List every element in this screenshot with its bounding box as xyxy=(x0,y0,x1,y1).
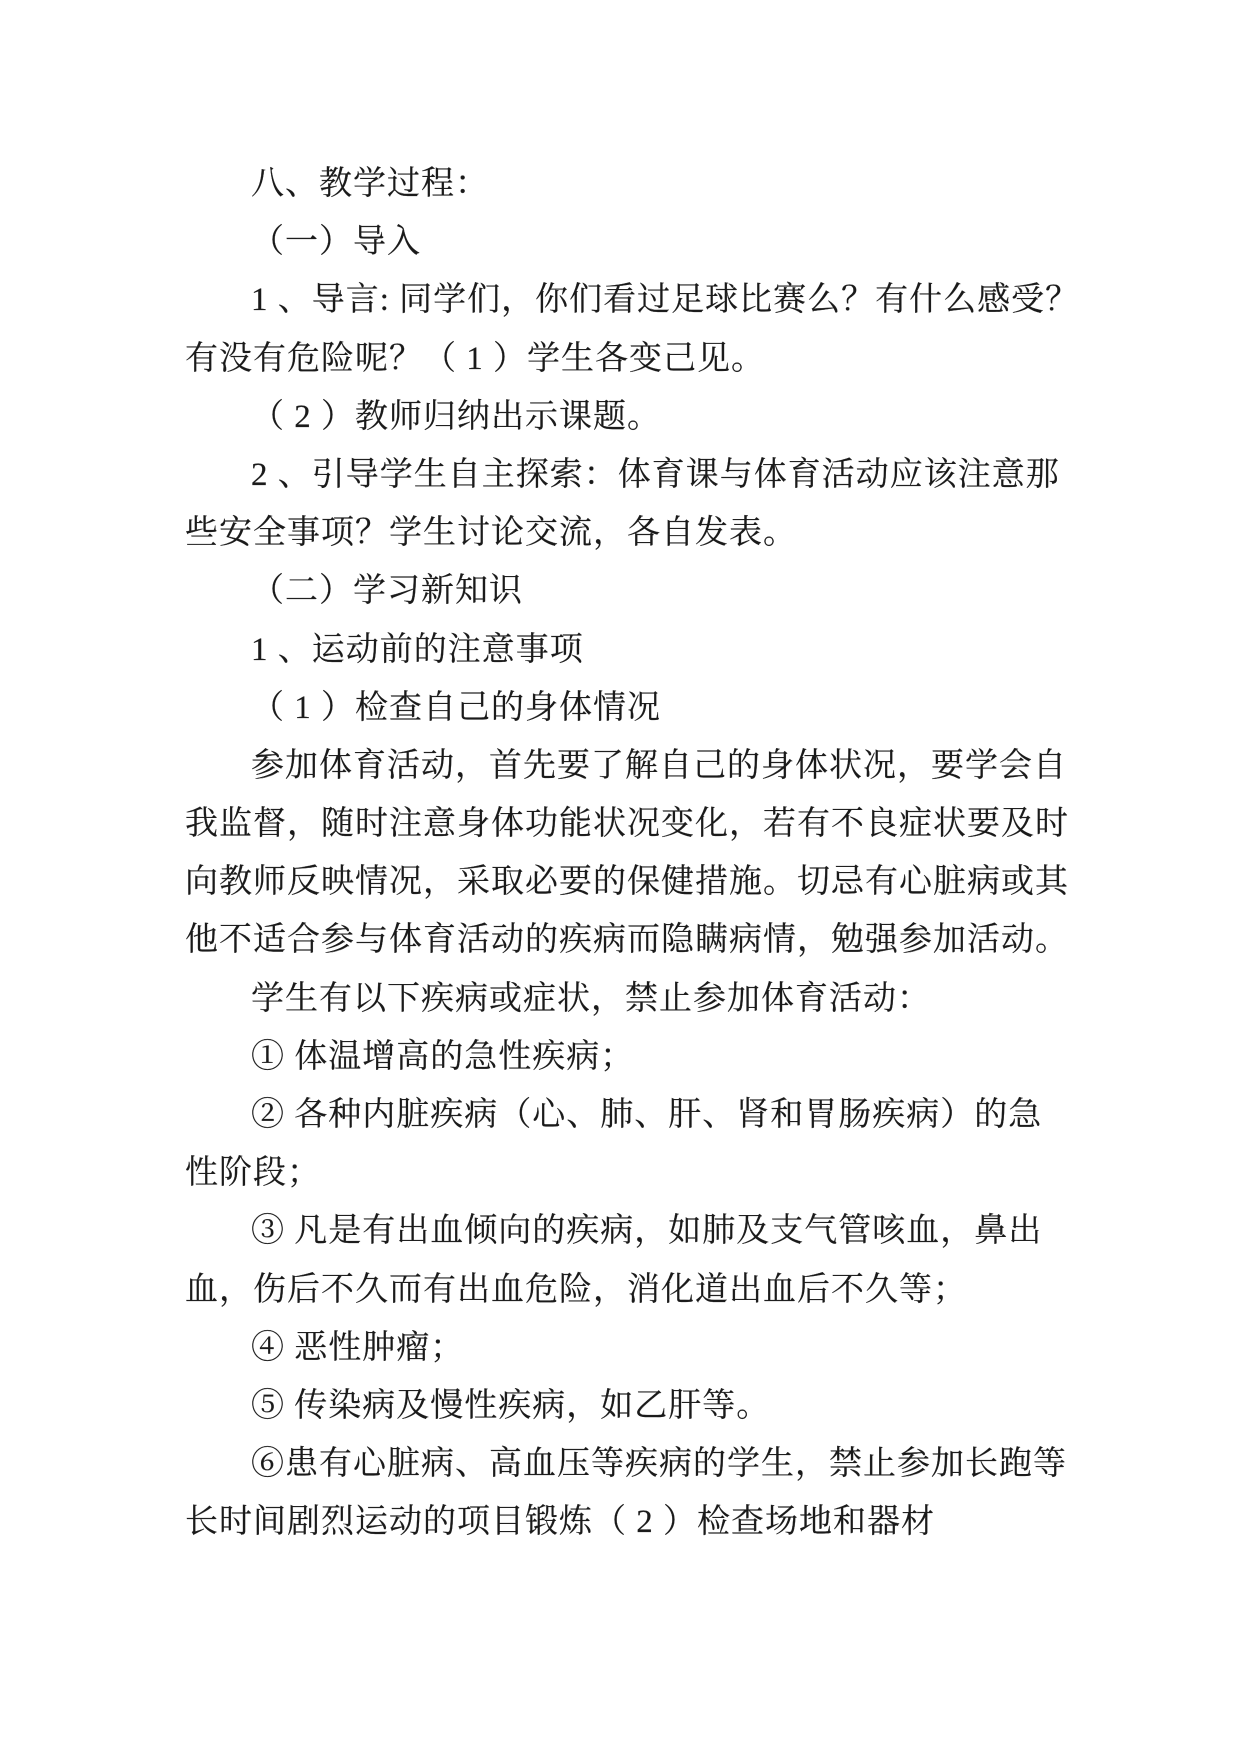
text-line-12: 我监督，随时注意身体功能状况变化，若有不良症状要及时 xyxy=(185,806,1069,843)
text-line-11: 参加体育活动，首先要了解自己的身体状况，要学会自 xyxy=(251,747,1067,784)
text-line-18: 性阶段； xyxy=(185,1155,321,1192)
text-line-7: 些安全事项？学生讨论交流，各自发表。 xyxy=(185,515,797,552)
text-line-13: 向教师反映情况，采取必要的保健措施。切忌有心脏病或其 xyxy=(185,864,1069,901)
text-line-23: ⑥患有心脏病、高血压等疾病的学生，禁止参加长跑等 xyxy=(251,1446,1067,1483)
text-line-17: ② 各种内脏疾病（心、肺、肝、肾和胃肠疾病）的急 xyxy=(251,1097,1043,1133)
text-line-22: ⑤ 传染病及慢性疾病，如乙肝等。 xyxy=(251,1387,771,1424)
text-line-21: ④ 恶性肿瘤； xyxy=(251,1329,465,1366)
text-line-6: 2 、引导学生自主探索：体育课与体育活动应该注意那 xyxy=(251,456,1060,493)
text-line-5: （ 2 ）教师归纳出示课题。 xyxy=(251,398,661,435)
text-line-16: ① 体温增高的急性疾病； xyxy=(251,1038,635,1075)
text-line-3: 1 、导言: 同学们，你们看过足球比赛么？有什么感受？ xyxy=(251,282,1080,319)
text-line-20: 血，伤后不久而有出血危险，消化道出血后不久等； xyxy=(185,1271,967,1308)
text-line-4: 有没有危险呢？（ 1 ）学生各变己见。 xyxy=(185,340,765,377)
text-line-1: 八、教学过程： xyxy=(251,166,489,202)
text-line-8: （二）学习新知识 xyxy=(251,573,523,610)
text-line-24: 长时间剧烈运动的项目锻炼（ 2 ）检查场地和器材 xyxy=(185,1504,935,1541)
text-line-19: ③ 凡是有出血倾向的疾病，如肺及支气管咳血，鼻出 xyxy=(251,1213,1043,1250)
text-line-2: （一）导入 xyxy=(251,224,421,261)
text-line-10: （ 1 ）检查自己的身体情况 xyxy=(251,689,661,726)
text-line-15: 学生有以下疾病或症状，禁止参加体育活动： xyxy=(251,980,931,1017)
document-body xyxy=(185,155,1080,1552)
text-line-14: 他不适合参与体育活动的疾病而隐瞒病情，勉强参加活动。 xyxy=(185,922,1069,959)
text-line-9: 1 、运动前的注意事项 xyxy=(251,631,584,668)
